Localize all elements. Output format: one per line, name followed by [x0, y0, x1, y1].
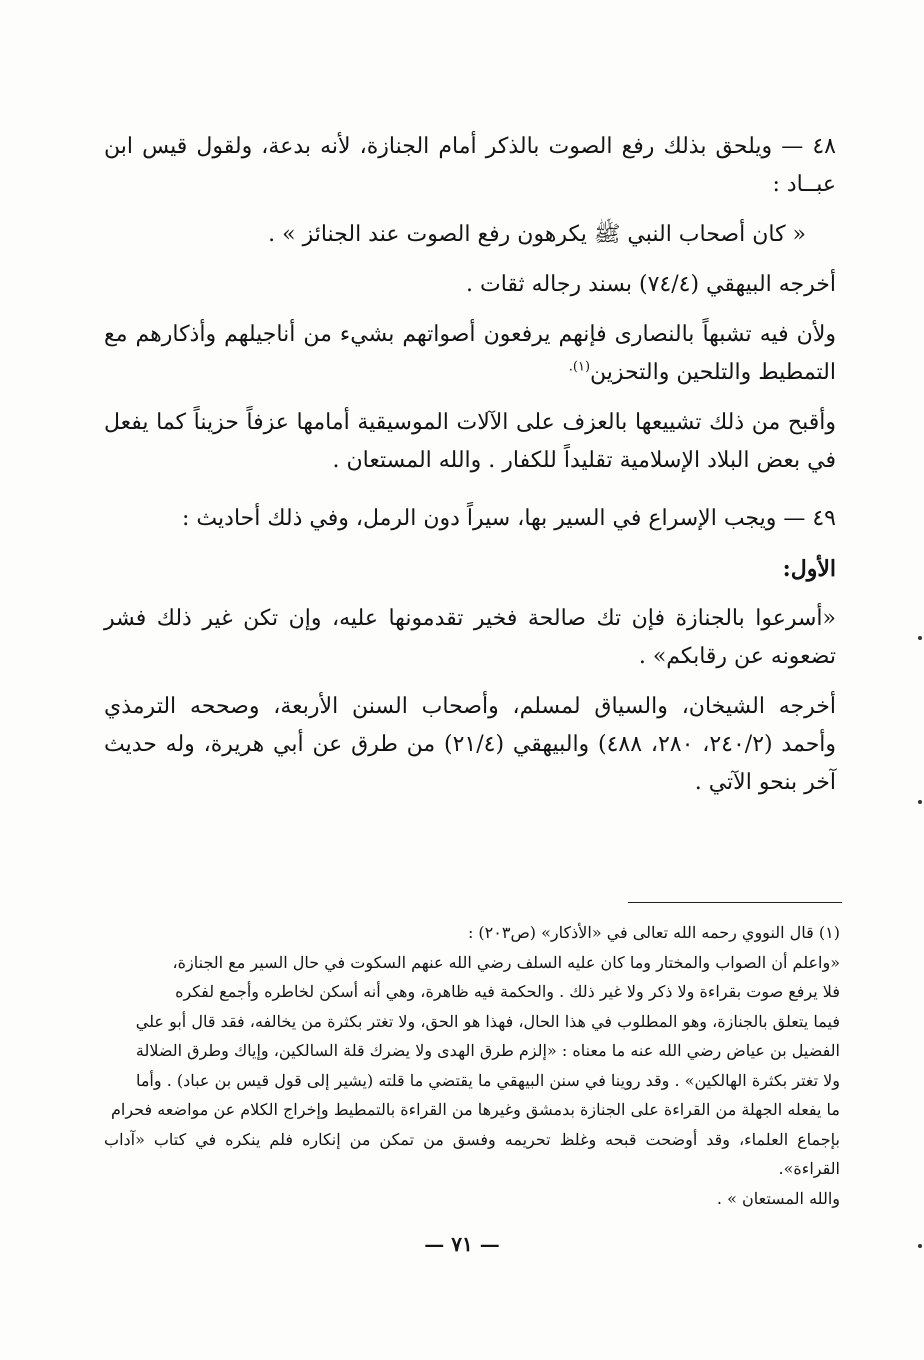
footnote-line: الفضيل بن عياض رضي الله عنه ما معناه : «إلزم طرق الهدى ولا يضرك قلة السالكين، وإياك وطرق الضلالة — [135, 1041, 840, 1060]
takhrij-baihaqi: أخرجه البيهقي (٧٤/٤) بسند رجاله ثقات . — [466, 272, 836, 297]
footnote-divider — [628, 902, 842, 903]
footnote-line: ولا تغتر بكثرة الهالكين» . وقد روينا في سنن البيهقي ما يقتضي ما قلته (يشير إلى قول قيس بن عباد) . وأما — [135, 1070, 840, 1090]
hadith-hasten: «أسرعوا بالجنازة فإن تك صالحة فخير تقدمونها عليه، وإن تكن غير ذلك فشر تضعونه عن رقابكم» . — [104, 606, 836, 669]
footnote-ref-1[interactable]: (١). — [568, 359, 591, 375]
page-number: — ٧١ — — [424, 1232, 500, 1256]
footnote-line: (١) قال النووي رحمه الله تعالى في «الأذكار» (ص٢٠٣) : — [467, 923, 840, 942]
margin-speck — [918, 636, 922, 640]
footnote-line: ما يفعله الجهلة من القراءة على الجنازة بدمشق وغيرها من القراءة بالتمطيط وإخراج الكلام عن مواضعه فحرام — [110, 1100, 840, 1119]
footnote-line: والله المستعان » . — [716, 1188, 840, 1208]
paragraph-imitation-text: ولأن فيه تشبهاً بالنصارى فإنهم يرفعون أصواتهم بشيء من أناجيلهم وأذكارهم مع التمطيط والتلحين والتحزين — [104, 322, 836, 385]
paragraph-48: ٤٨ — ويلحق بذلك رفع الصوت بالذكر أمام الجنازة، لأنه بدعة، ولقول قيس ابن عبــاد : — [104, 134, 836, 197]
margin-speck — [918, 800, 922, 804]
hadith-quote: « كان أصحاب النبي ﷺ يكرهون رفع الصوت عند الجنائز » . — [268, 222, 806, 247]
paragraph-music: وأقبح من ذلك تشييعها بالعزف على الآلات الموسيقية أمامها عزفاً حزيناً كما يفعل في بعض البلاد الإسلامية تقليداً للكفار . والله المستعان . — [104, 410, 836, 473]
paragraph-49: ٤٩ — ويجب الإسراع في السير بها، سيراً دون الرمل، وفي ذلك أحاديث : — [182, 506, 836, 531]
main-text — [104, 128, 836, 814]
takhrij-shaykhan: أخرجه الشيخان، والسياق لمسلم، وأصحاب السنن الأربعة، وصححه الترمذي وأحمد (٢٤٠/٢، ٢٨٠، ٤٨٨) والبيهقي (٢١/٤) من طرق عن أبي هريرة، وله حديث آخر بنحو الآتي . — [104, 694, 837, 795]
footnote-line: فلا يرفع صوت بقراءة ولا ذكر ولا غير ذلك . والحكمة فيه ظاهرة، وهي أنه أسكن لخاطره وأجمع لفكره — [175, 982, 840, 1001]
footnote-line: فيما يتعلق بالجنازة، وهو المطلوب في هذا الحال، فهذا هو الحق، ولا تغتر بكثرة من يخالفه، فقد قال أبو علي — [135, 1011, 840, 1031]
margin-speck — [918, 1244, 922, 1248]
footnote-line: «واعلم أن الصواب والمختار وما كان عليه السلف رضي الله عنهم السكوت في حال السير مع الجنازة، — [172, 952, 840, 972]
footnotes — [104, 918, 840, 1213]
footnote-line: بإجماع العلماء، وقد أوضحت قبحه وغلظ تحريمه وفسق من تمكن من إنكاره فلم ينكره في كتاب «آداب القراءة». — [104, 1129, 840, 1178]
paragraph-imitation — [104, 316, 836, 392]
section-heading-first: الأول: — [782, 556, 836, 582]
